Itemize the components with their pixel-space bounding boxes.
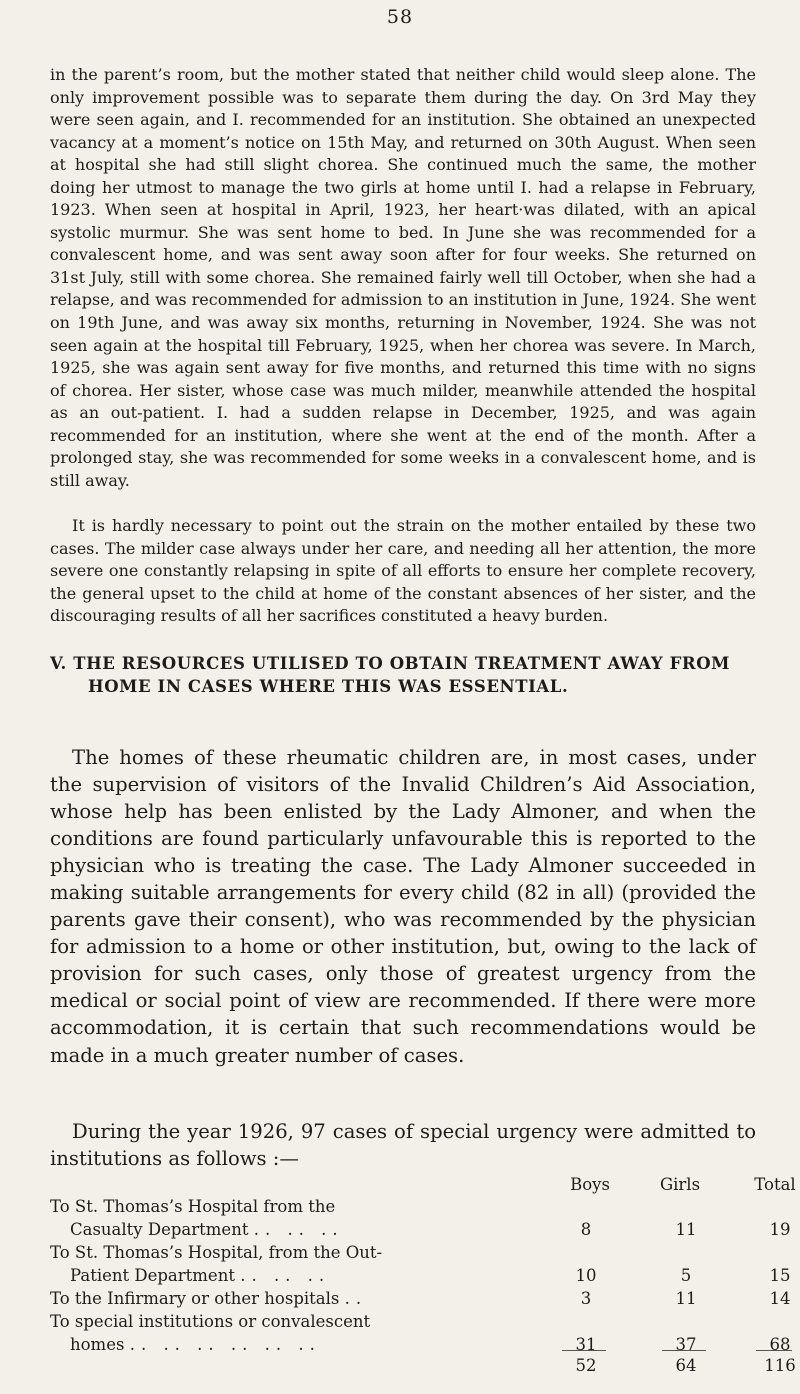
header-total: Total	[754, 1175, 796, 1194]
section-heading	[50, 652, 770, 698]
row-label-line-1: To St. Thomas’s Hospital from the	[50, 1197, 336, 1216]
row-label-text: To the Infirmary or other hospitals	[50, 1289, 340, 1308]
row-label-text: Patient Department	[70, 1266, 235, 1285]
paragraph-case-history: in the parent’s room, but the mother stated that neither child would sleep alone. The only improvement possible was to separate them during the day. On 3rd May they were seen again, and I. recommended for an institution. She obtained an unexpected vacancy at a moment’s notice on 15th May, and returned on 30th August. When seen at hospital she had still slight chorea. She continued much the same, the mother doing her utmost to manage the two girls at home until I. had a relapse in February, 1923. When seen at hospital in April, 1923, her heart·was dilated, with an apical systolic murmur. She was sent home to bed. In June she was recommended for a convalescent home, and was sent away soon after for four weeks. She returned on 31st July, still with some chorea. She remained fairly well till October, when she had a relapse, and was recommended for admission to an institution in June, 1924. She went on 19th June, and was away six months, returning in November, 1924. She was not seen again at the hospital till February, 1925, when her chorea was severe. In March, 1925, she was again sent away for five months, and returned this time with no signs of chorea. Her sister, whose case was much milder, meanwhile attended the hospital as an out-patient. I. had a sudden relapse in December, 1925, and was again recommended for an institution, where she went at the end of the month. After a prolonged stay, she was recommended for some weeks in a convalescent home, and is still away.	[50, 65, 756, 490]
section-heading-line-1: V. THE RESOURCES UTILISED TO OBTAIN TREATMENT AWAY FROM	[50, 654, 731, 673]
row-label-line-1	[50, 1289, 367, 1308]
row-label-line-2	[50, 1220, 344, 1239]
row-label-line-1: To special institutions or convalescent	[50, 1312, 371, 1331]
paragraph-mother-strain: It is hardly necessary to point out the strain on the mother entailed by these two cases. The milder case always under her care, and needing all her attention, the more severe one constantly relapsing in spite of all efforts to ensure her complete recovery, the general upset to the child at home of the constant absences of her sister, and the discouraging results of all her sacrifices constituted a heavy burden.	[50, 516, 756, 626]
cell-total: 15	[769, 1266, 791, 1285]
table-header-row	[50, 1175, 796, 1199]
cell-boys: 8	[580, 1220, 592, 1239]
leader-dots: .. .. ..	[240, 1266, 331, 1285]
cell-total: 14	[769, 1289, 791, 1308]
cell-total: 68	[769, 1335, 791, 1354]
leader-dots: ..	[344, 1289, 368, 1308]
total-all: 116	[764, 1356, 796, 1375]
section-heading-line-2: HOME IN CASES WHERE THIS WAS ESSENTIAL.	[88, 677, 569, 696]
sum-rule-girls	[662, 1350, 706, 1351]
cell-boys: 31	[575, 1335, 597, 1354]
cell-girls: 37	[675, 1335, 697, 1354]
sum-rule-total	[756, 1350, 792, 1351]
row-label-line-2	[50, 1266, 330, 1285]
table-row	[50, 1289, 791, 1312]
cell-boys: 10	[575, 1266, 597, 1285]
table-row	[50, 1243, 791, 1289]
sum-rule-boys	[562, 1350, 606, 1351]
cell-girls: 5	[680, 1266, 692, 1285]
header-boys: Boys	[570, 1175, 610, 1194]
cell-boys: 3	[580, 1289, 592, 1308]
leader-dots: .. .. .. .. .. ..	[129, 1335, 321, 1354]
row-label-line-2	[50, 1335, 321, 1354]
total-boys: 52	[575, 1356, 597, 1375]
total-girls: 64	[675, 1356, 697, 1375]
page-number: 58	[386, 6, 414, 28]
cell-total: 19	[769, 1220, 791, 1239]
row-label-text: homes	[70, 1335, 125, 1354]
header-girls: Girls	[659, 1175, 701, 1194]
paragraph-1926-admissions: During the year 1926, 97 cases of special urgency were admitted to institutions as follows :—	[50, 1120, 756, 1171]
table-row	[50, 1197, 791, 1243]
table-row	[50, 1312, 791, 1358]
row-label-text: Casualty Department	[70, 1220, 249, 1239]
leader-dots: .. .. ..	[253, 1220, 344, 1239]
cell-girls: 11	[675, 1289, 697, 1308]
cell-girls: 11	[675, 1220, 697, 1239]
row-label-line-1: To St. Thomas’s Hospital, from the Out-	[50, 1243, 383, 1262]
paragraph-homes-supervision: The homes of these rheumatic children are, in most cases, under the supervision of visitors of the Invalid Children’s Aid Association, whose help has been enlisted by the Lady Almoner, and when the conditions are found particularly unfavourable this is reported to the physician who is treating the case. The Lady Almoner succeeded in making suitable arrangements for every child (82 in all) (provided the parents gave their consent), who was recommended by the physician for admission to a home or other institution, but, owing to the lack of provision for such cases, only those of greatest urgency from the medical or social point of view are recommended. If there were more accommodation, it is certain that such recommendations would be made in a much greater number of cases.	[50, 746, 756, 1067]
